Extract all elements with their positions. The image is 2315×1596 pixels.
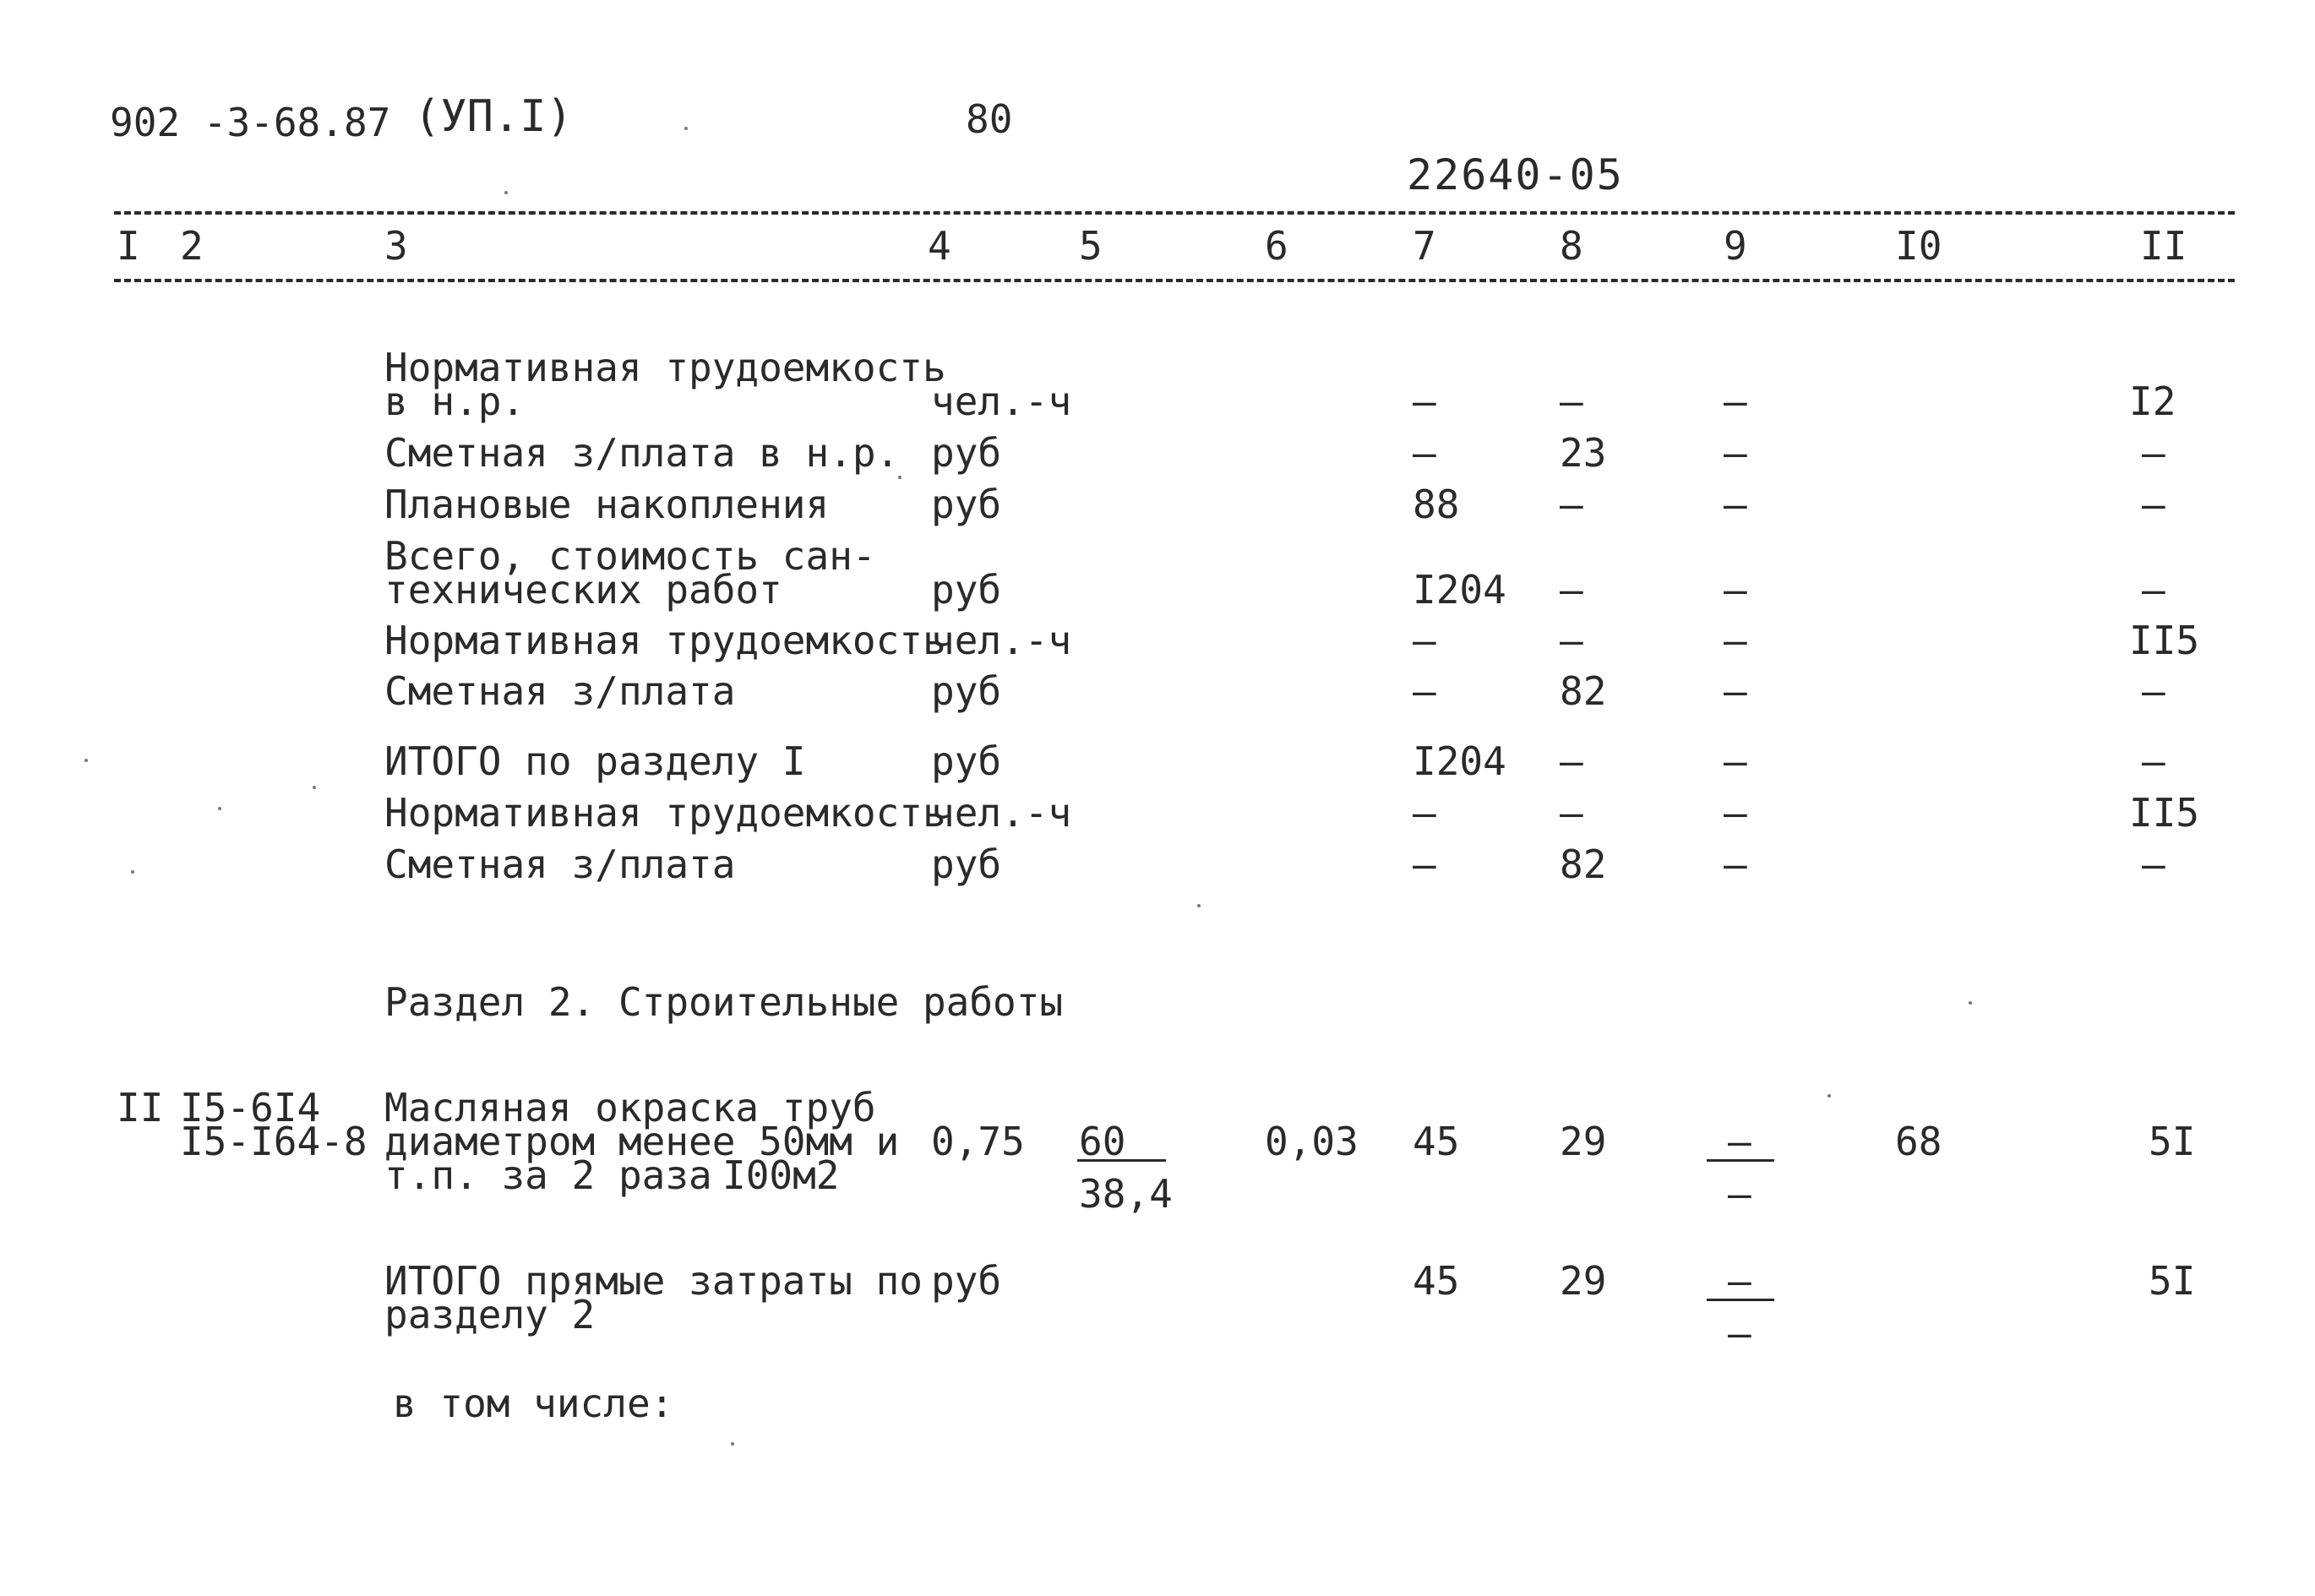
row-col8: – bbox=[1560, 618, 1583, 663]
header-bottom-rule bbox=[114, 279, 2235, 282]
row-col11: – bbox=[2142, 668, 2165, 714]
item-name: т.п. за 2 раза bbox=[384, 1152, 712, 1198]
row-col8: – bbox=[1560, 567, 1583, 613]
scan-speck bbox=[504, 191, 508, 194]
row-unit: руб bbox=[931, 668, 1002, 714]
total-col7: 45 bbox=[1413, 1258, 1460, 1304]
row-col9: – bbox=[1724, 618, 1747, 663]
row-unit: руб bbox=[931, 567, 1002, 613]
row-name: Сметная з/плата bbox=[384, 668, 736, 714]
section-title: Раздел 2. Строительные работы bbox=[384, 979, 1064, 1025]
column-header: 4 bbox=[928, 223, 951, 269]
row-col9: – bbox=[1724, 668, 1747, 714]
scan-speck bbox=[684, 127, 688, 130]
row-unit: чел.-ч bbox=[931, 379, 1072, 424]
item-col9-bottom: – bbox=[1728, 1171, 1751, 1217]
total-col9-bottom: – bbox=[1728, 1310, 1751, 1356]
row-col8: – bbox=[1560, 379, 1583, 424]
scan-speck bbox=[1197, 904, 1201, 907]
row-col8: – bbox=[1560, 790, 1583, 836]
row-col9: – bbox=[1724, 567, 1747, 613]
header-top-rule bbox=[114, 211, 2235, 215]
item-col5-top: 60 bbox=[1079, 1119, 1126, 1164]
row-col11: – bbox=[2142, 738, 2165, 784]
item-col8: 29 bbox=[1560, 1119, 1607, 1164]
item-col9-top: – bbox=[1728, 1119, 1751, 1164]
row-unit: руб bbox=[931, 430, 1002, 476]
row-col7: – bbox=[1413, 842, 1436, 887]
document-code: 902 -3-68.87 bbox=[110, 100, 391, 145]
row-col9: – bbox=[1724, 842, 1747, 887]
row-name: Нормативная трудоемкость bbox=[384, 345, 946, 390]
row-col7: 88 bbox=[1413, 482, 1460, 527]
scan-speck bbox=[313, 786, 316, 789]
row-col8: – bbox=[1560, 482, 1583, 527]
item-col5-bottom: 38,4 bbox=[1079, 1171, 1173, 1217]
row-col11: II5 bbox=[2129, 790, 2200, 836]
item-col6: 0,03 bbox=[1265, 1119, 1359, 1164]
column-header: I bbox=[117, 223, 140, 269]
row-name: технических работ bbox=[384, 567, 782, 613]
row-col11: – bbox=[2142, 430, 2165, 476]
item-name: диаметром менее 50мм и bbox=[384, 1119, 900, 1164]
row-col11: – bbox=[2142, 482, 2165, 527]
row-col7: I204 bbox=[1413, 567, 1506, 613]
item-col10: 68 bbox=[1895, 1119, 1942, 1164]
row-col7: – bbox=[1413, 430, 1436, 476]
row-name: ИТОГО по разделу I bbox=[384, 738, 806, 784]
column-header: 8 bbox=[1560, 223, 1583, 269]
total-unit: руб bbox=[931, 1258, 1002, 1304]
column-header: 9 bbox=[1724, 223, 1747, 269]
total-name: разделу 2 bbox=[384, 1292, 596, 1337]
item-col4: 0,75 bbox=[931, 1119, 1025, 1164]
row-name: Всего, стоимость сан- bbox=[384, 533, 876, 579]
row-col7: – bbox=[1413, 668, 1436, 714]
fraction-line bbox=[1707, 1299, 1774, 1301]
including-label: в том числе: bbox=[393, 1381, 674, 1426]
row-col9: – bbox=[1724, 430, 1747, 476]
column-header: I0 bbox=[1895, 223, 1942, 269]
page-number: 80 bbox=[966, 96, 1013, 142]
column-header: 3 bbox=[384, 223, 408, 269]
row-col9: – bbox=[1724, 790, 1747, 836]
row-col9: – bbox=[1724, 482, 1747, 527]
row-col8: 23 bbox=[1560, 430, 1607, 476]
row-col8: 82 bbox=[1560, 668, 1607, 714]
column-header: 6 bbox=[1265, 223, 1288, 269]
row-col11: I2 bbox=[2129, 379, 2176, 424]
item-name: Масляная окраска труб bbox=[384, 1085, 876, 1130]
row-unit: руб bbox=[931, 842, 1002, 887]
total-col8: 29 bbox=[1560, 1258, 1607, 1304]
column-header: II bbox=[2140, 223, 2187, 269]
row-name: Плановые накопления bbox=[384, 482, 830, 527]
item-unit-measure: I00м2 bbox=[722, 1152, 840, 1198]
item-code: I5-6I4 bbox=[180, 1085, 321, 1130]
total-name: ИТОГО прямые затраты по bbox=[384, 1258, 923, 1304]
fraction-line bbox=[1707, 1159, 1774, 1162]
row-col9: – bbox=[1724, 379, 1747, 424]
row-col7: – bbox=[1413, 618, 1436, 663]
item-code: I5-I64-8 bbox=[180, 1119, 368, 1164]
scan-speck bbox=[131, 870, 134, 874]
archive-stamp: 22640-05 bbox=[1407, 150, 1624, 199]
column-header: 5 bbox=[1079, 223, 1103, 269]
row-col7: – bbox=[1413, 379, 1436, 424]
row-unit: чел.-ч bbox=[931, 618, 1072, 663]
row-col8: – bbox=[1560, 738, 1583, 784]
fraction-line bbox=[1077, 1159, 1166, 1162]
column-header: 2 bbox=[180, 223, 204, 269]
document-volume: (УП.I) bbox=[414, 91, 573, 142]
row-name: Нормативная трудоемкость bbox=[384, 618, 946, 663]
column-header: 7 bbox=[1413, 223, 1436, 269]
row-name: в н.р. bbox=[384, 379, 526, 424]
total-col11: 5I bbox=[2149, 1258, 2196, 1304]
row-col7: – bbox=[1413, 790, 1436, 836]
row-unit: руб bbox=[931, 738, 1002, 784]
row-col7: I204 bbox=[1413, 738, 1506, 784]
scan-speck bbox=[731, 1442, 734, 1446]
total-col9-top: – bbox=[1728, 1258, 1751, 1304]
item-number: II bbox=[117, 1085, 164, 1130]
row-col11: – bbox=[2142, 842, 2165, 887]
item-col11: 5I bbox=[2149, 1119, 2196, 1164]
row-name: Сметная з/плата в н.р. bbox=[384, 430, 900, 476]
row-col8: 82 bbox=[1560, 842, 1607, 887]
row-unit: чел.-ч bbox=[931, 790, 1072, 836]
scan-speck bbox=[218, 807, 221, 810]
row-col11: – bbox=[2142, 567, 2165, 613]
scan-speck bbox=[84, 759, 88, 762]
row-unit: руб bbox=[931, 482, 1002, 527]
row-col11: II5 bbox=[2129, 618, 2200, 663]
item-col7: 45 bbox=[1413, 1119, 1460, 1164]
row-name: Нормативная трудоемкость bbox=[384, 790, 946, 836]
row-col9: – bbox=[1724, 738, 1747, 784]
row-name: Сметная з/плата bbox=[384, 842, 736, 887]
scan-speck bbox=[1827, 1094, 1831, 1098]
scan-speck bbox=[1969, 1001, 1972, 1005]
scan-speck bbox=[898, 476, 901, 479]
